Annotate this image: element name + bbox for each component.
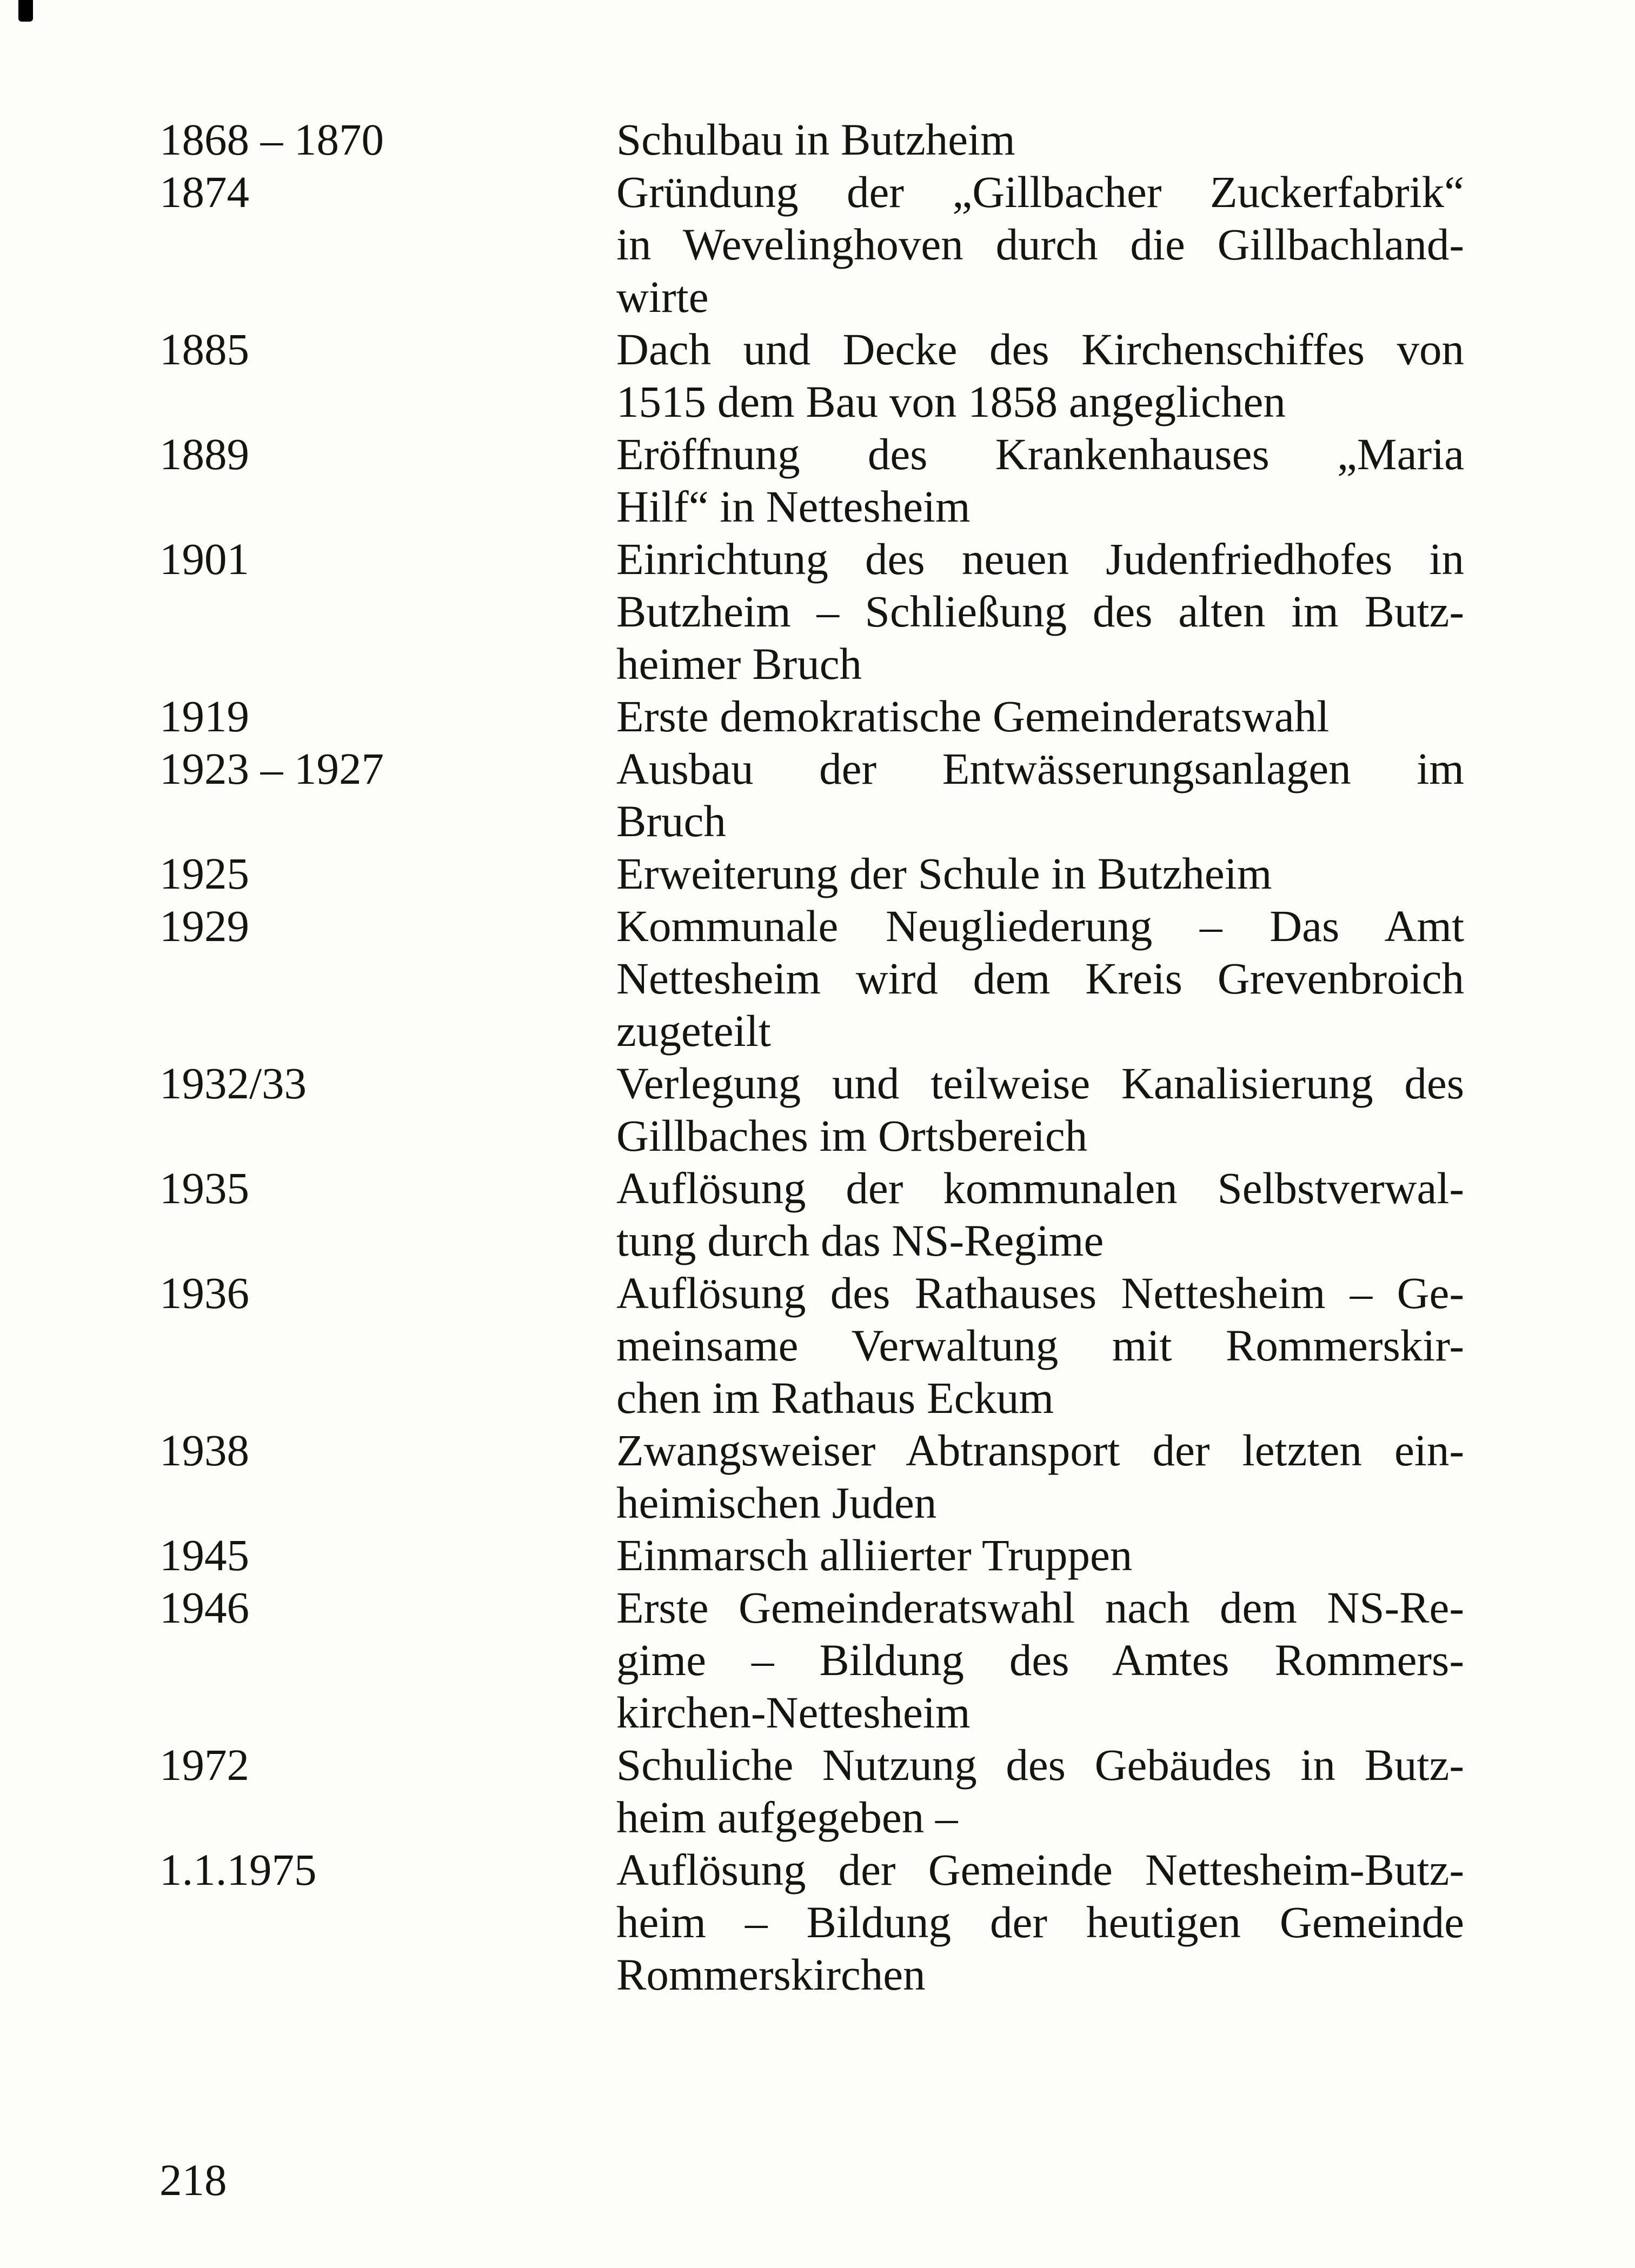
- entry-line: chen im Rathaus Eckum: [616, 1373, 1054, 1423]
- entry-line: heim – Bildung der heutigen Gemeinde: [616, 1897, 1464, 1947]
- entry-description: [616, 323, 1464, 428]
- entry-line: Eröffnung des Krankenhauses „Maria: [616, 429, 1464, 479]
- entry-line: tung durch das NS-Regime: [616, 1216, 1104, 1265]
- entry-year: 1932/33: [159, 1058, 307, 1108]
- entry-line: heimer Bruch: [616, 639, 862, 689]
- entry-year: 1874: [159, 167, 249, 217]
- timeline-entry: [159, 1424, 1468, 1529]
- entry-year: 1923 – 1927: [159, 744, 384, 793]
- entry-description: [616, 900, 1464, 1057]
- timeline-entry: [159, 848, 1468, 900]
- entry-year: 1929: [159, 901, 249, 951]
- timeline-entry: [159, 743, 1468, 848]
- entry-description: [616, 114, 1464, 166]
- timeline-entry: [159, 166, 1468, 323]
- entry-year: 1889: [159, 429, 249, 479]
- entry-line: zugeteilt: [616, 1006, 771, 1056]
- entry-year: 1938: [159, 1425, 249, 1475]
- entry-line: Ausbau der Entwässerungsanlagen im: [616, 744, 1464, 793]
- entry-year: 1936: [159, 1268, 249, 1318]
- entry-line: Zwangsweiser Abtransport der letzten ein-: [616, 1425, 1464, 1475]
- entry-line: heim aufgegeben –: [616, 1792, 958, 1842]
- entry-line: Bruch: [616, 796, 726, 846]
- scan-artifact: [18, 0, 33, 22]
- entry-year: 1868 – 1870: [159, 115, 384, 164]
- entry-line: Kommunale Neugliederung – Das Amt: [616, 901, 1464, 951]
- entry-line: heimischen Juden: [616, 1478, 937, 1527]
- entry-description: [616, 743, 1464, 848]
- timeline-entry: [159, 1529, 1468, 1582]
- timeline-entry: [159, 1582, 1468, 1739]
- entry-year: 1901: [159, 534, 249, 584]
- entry-year: 1925: [159, 849, 249, 898]
- entry-description: [616, 1057, 1464, 1162]
- entry-description: [616, 1162, 1464, 1267]
- entry-line: Hilf“ in Nettesheim: [616, 482, 971, 531]
- timeline-entry: [159, 1162, 1468, 1267]
- entry-line: in Wevelinghoven durch die Gillbachland-: [616, 219, 1464, 269]
- timeline-entry: [159, 1267, 1468, 1424]
- entry-line: Butzheim – Schließung des alten im Butz-: [616, 586, 1464, 636]
- entry-line: Verlegung und teilweise Kanalisierung des: [616, 1058, 1464, 1108]
- entry-line: meinsame Verwaltung mit Rommerskir-: [616, 1320, 1464, 1370]
- entry-year: 1945: [159, 1530, 249, 1580]
- entry-line: Schulbau in Butzheim: [616, 115, 1015, 164]
- entry-year: 1935: [159, 1163, 249, 1213]
- entry-description: [616, 533, 1464, 690]
- timeline-entry: [159, 323, 1468, 428]
- entry-line: wirte: [616, 272, 709, 322]
- entry-line: Erste Gemeinderatswahl nach dem NS-Re-: [616, 1583, 1464, 1632]
- entry-description: [616, 1529, 1464, 1582]
- entry-description: [616, 848, 1464, 900]
- timeline-entry: [159, 533, 1468, 690]
- entry-description: [616, 1582, 1464, 1739]
- entry-line: kirchen-Nettesheim: [616, 1687, 971, 1737]
- entry-year: 1946: [159, 1583, 249, 1632]
- entry-line: Erste demokratische Gemeinderatswahl: [616, 691, 1330, 741]
- entry-line: Auflösung der Gemeinde Nettesheim-Butz-: [616, 1845, 1464, 1895]
- entry-line: gime – Bildung des Amtes Rommers-: [616, 1635, 1464, 1685]
- entry-line: Gillbaches im Ortsbereich: [616, 1111, 1088, 1160]
- entry-description: [616, 1844, 1464, 2001]
- entry-description: [616, 166, 1464, 323]
- timeline-list: [159, 114, 1468, 2001]
- timeline-entry: [159, 428, 1468, 533]
- page-number: 218: [159, 2155, 227, 2205]
- entry-line: Schuliche Nutzung des Gebäudes in Butz-: [616, 1740, 1464, 1790]
- timeline-entry: [159, 1739, 1468, 1844]
- timeline-entry: [159, 1844, 1468, 2001]
- timeline-entry: [159, 900, 1468, 1057]
- entry-line: Einrichtung des neuen Judenfriedhofes in: [616, 534, 1464, 584]
- entry-line: Dach und Decke des Kirchenschiffes von: [616, 324, 1464, 374]
- entry-year: 1972: [159, 1740, 249, 1790]
- entry-line: 1515 dem Bau von 1858 angeglichen: [616, 377, 1286, 426]
- entry-year: 1919: [159, 691, 249, 741]
- entry-description: [616, 1267, 1464, 1424]
- entry-line: Einmarsch alliierter Truppen: [616, 1530, 1133, 1580]
- timeline-entry: [159, 690, 1468, 743]
- entry-line: Auflösung des Rathauses Nettesheim – Ge-: [616, 1268, 1464, 1318]
- entry-description: [616, 428, 1464, 533]
- timeline-entry: [159, 1057, 1468, 1162]
- entry-year: 1.1.1975: [159, 1845, 317, 1895]
- entry-description: [616, 690, 1464, 743]
- entry-line: Rommerskirchen: [616, 1950, 926, 1999]
- timeline-entry: [159, 114, 1468, 166]
- entry-year: 1885: [159, 324, 249, 374]
- entry-description: [616, 1739, 1464, 1844]
- entry-line: Auflösung der kommunalen Selbstverwal-: [616, 1163, 1464, 1213]
- entry-line: Nettesheim wird dem Kreis Grevenbroich: [616, 953, 1464, 1003]
- entry-line: Gründung der „Gillbacher Zuckerfabrik“: [616, 167, 1464, 217]
- entry-description: [616, 1424, 1464, 1529]
- entry-line: Erweiterung der Schule in Butzheim: [616, 849, 1272, 898]
